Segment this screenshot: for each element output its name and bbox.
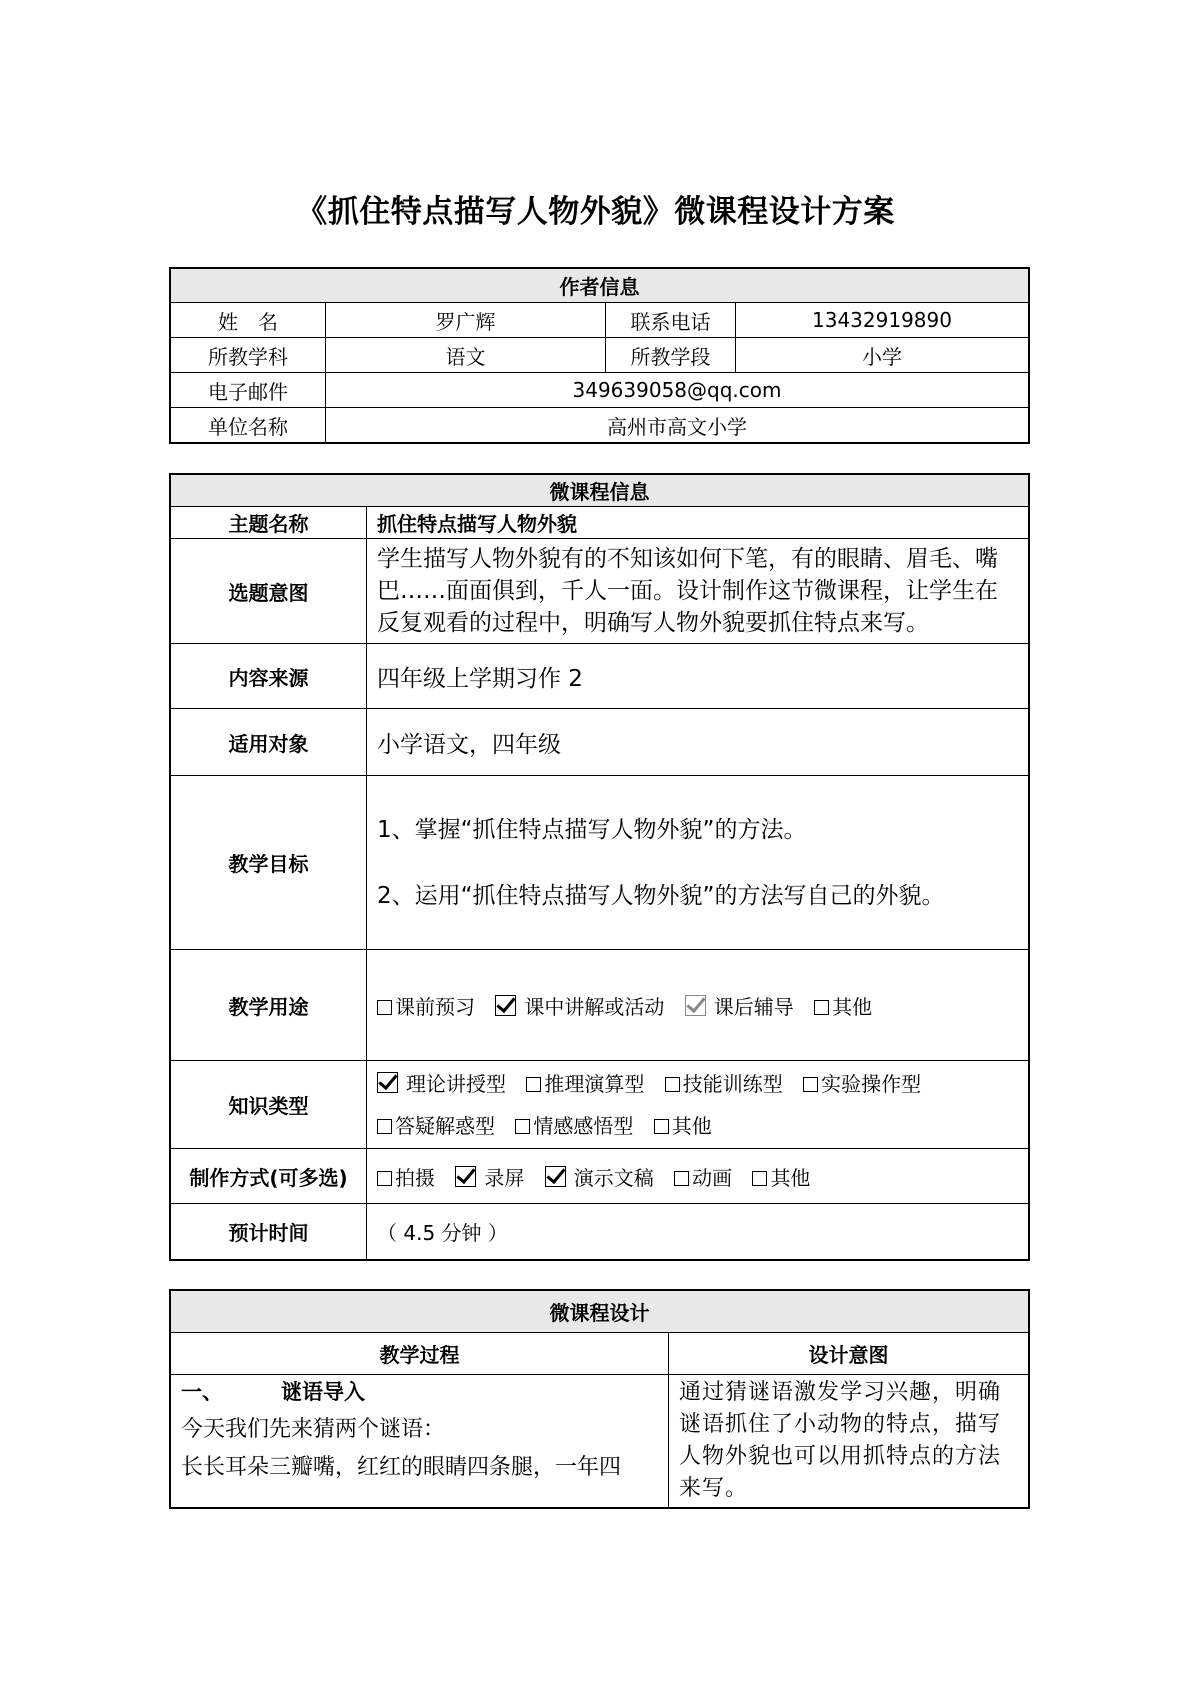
knowledge-label: 知识类型 xyxy=(171,1061,367,1149)
time-value: （ 4.5 分钟 ） xyxy=(367,1204,1029,1260)
knowledge-emotion[interactable]: 情感感悟型 xyxy=(515,1114,633,1138)
process-line-2: 长长耳朵三瓣嘴，红红的眼睛四条腿，一年四 xyxy=(181,1455,622,1480)
source-value: 四年级上学期习作 2 xyxy=(367,644,1029,709)
usage-other[interactable]: 其他 xyxy=(814,995,872,1019)
time-label: 预计时间 xyxy=(171,1204,367,1260)
process-header: 教学过程 xyxy=(171,1333,669,1375)
course-design-header: 微课程设计 xyxy=(171,1291,1029,1333)
goal-item-2: 2、运用“抓住特点描写人物外貌”的方法写自己的外貌。 xyxy=(377,882,945,909)
checkbox-empty-icon xyxy=(674,1171,689,1186)
checkbox-empty-icon xyxy=(377,1000,392,1015)
production-options xyxy=(367,1149,1029,1204)
author-email: 349639058@qq.com xyxy=(326,373,1029,408)
knowledge-other[interactable]: 其他 xyxy=(654,1114,712,1138)
intent-label: 选题意图 xyxy=(171,539,367,644)
author-info-table xyxy=(170,268,1029,443)
goal-item-1: 1、掌握“抓住特点描写人物外貌”的方法。 xyxy=(377,816,807,843)
author-subject: 语文 xyxy=(326,338,606,373)
intent-value: 学生描写人物外貌有的不知该如何下笔，有的眼睛、眉毛、嘴巴……面面俱到，千人一面。设计制作这节微课程，让学生在反复观看的过程中，明确写人物外貌要抓住特点来写。 xyxy=(367,539,1029,644)
audience-value: 小学语文，四年级 xyxy=(367,709,1029,776)
knowledge-reasoning[interactable]: 推理演算型 xyxy=(526,1072,644,1096)
name-label: 姓 名 xyxy=(171,303,326,338)
production-slides[interactable]: 演示文稿 xyxy=(545,1166,654,1190)
audience-label: 适用对象 xyxy=(171,709,367,776)
usage-options xyxy=(367,950,1029,1061)
process-line-1: 今天我们先来猜两个谜语： xyxy=(181,1417,446,1442)
checkbox-checked-icon xyxy=(455,1166,476,1187)
unit-label: 单位名称 xyxy=(171,408,326,443)
checkbox-empty-icon xyxy=(814,1000,829,1015)
page-title: 《抓住特点描写人物外貌》微课程设计方案 xyxy=(296,194,895,230)
checkbox-empty-icon xyxy=(665,1077,680,1092)
checkbox-empty-icon xyxy=(526,1077,541,1092)
phone-label: 联系电话 xyxy=(606,303,736,338)
checkbox-checked-icon xyxy=(685,995,706,1016)
email-label: 电子邮件 xyxy=(171,373,326,408)
topic-value: 抓住特点描写人物外貌 xyxy=(367,507,1029,539)
author-info-header: 作者信息 xyxy=(171,269,1029,303)
production-screen[interactable]: 录屏 xyxy=(455,1166,524,1190)
step-heading xyxy=(181,1377,658,1407)
step-number: 一、 xyxy=(181,1380,223,1404)
author-name: 罗广辉 xyxy=(326,303,606,338)
knowledge-qa[interactable]: 答疑解惑型 xyxy=(377,1114,495,1138)
production-shoot[interactable]: 拍摄 xyxy=(377,1166,435,1190)
checkbox-empty-icon xyxy=(377,1119,392,1134)
knowledge-experiment[interactable]: 实验操作型 xyxy=(803,1072,921,1096)
author-stage: 小学 xyxy=(736,338,1029,373)
process-cell xyxy=(171,1375,669,1508)
design-intent-header: 设计意图 xyxy=(669,1333,1029,1375)
checkbox-empty-icon xyxy=(515,1119,530,1134)
checkbox-checked-icon xyxy=(545,1166,566,1187)
knowledge-skill[interactable]: 技能训练型 xyxy=(665,1072,783,1096)
knowledge-options xyxy=(367,1061,1029,1149)
course-design-table xyxy=(170,1290,1029,1508)
course-info-header: 微课程信息 xyxy=(171,475,1029,507)
goals-label: 教学目标 xyxy=(171,776,367,950)
checkbox-checked-icon xyxy=(495,995,516,1016)
source-label: 内容来源 xyxy=(171,644,367,709)
topic-label: 主题名称 xyxy=(171,507,367,539)
author-unit: 高州市高文小学 xyxy=(326,408,1029,443)
production-other[interactable]: 其他 xyxy=(752,1166,810,1190)
usage-after-class[interactable]: 课后辅导 xyxy=(685,995,794,1019)
usage-pre-class[interactable]: 课前预习 xyxy=(377,995,475,1019)
author-phone: 13432919890 xyxy=(736,303,1029,338)
checkbox-empty-icon xyxy=(803,1077,818,1092)
knowledge-theory[interactable]: 理论讲授型 xyxy=(377,1072,506,1096)
checkbox-empty-icon xyxy=(654,1119,669,1134)
production-animation[interactable]: 动画 xyxy=(674,1166,732,1190)
checkbox-checked-icon xyxy=(377,1072,398,1093)
stage-label: 所教学段 xyxy=(606,338,736,373)
usage-in-class[interactable]: 课中讲解或活动 xyxy=(495,995,664,1019)
production-label: 制作方式(可多选) xyxy=(171,1149,367,1204)
step-title: 谜语导入 xyxy=(281,1380,365,1404)
checkbox-empty-icon xyxy=(752,1171,767,1186)
checkbox-empty-icon xyxy=(377,1171,392,1186)
usage-label: 教学用途 xyxy=(171,950,367,1061)
course-info-table xyxy=(170,474,1029,1260)
design-intent-text: 通过猜谜语激发学习兴趣，明确谜语抓住了小动物的特点，描写人物外貌也可以用抓特点的方法来写。 xyxy=(669,1375,1029,1508)
subject-label: 所教学科 xyxy=(171,338,326,373)
goals-cell xyxy=(367,776,1029,950)
